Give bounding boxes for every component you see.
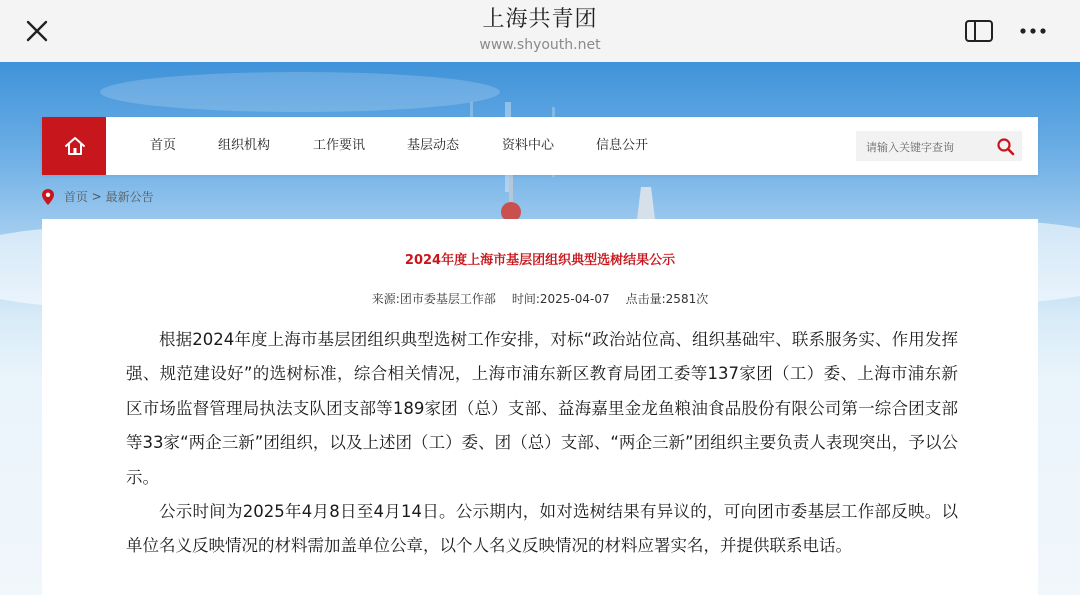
article-source: 来源:团市委基层工作部	[371, 292, 496, 306]
breadcrumb-current[interactable]: 最新公告	[105, 190, 154, 204]
article-paragraph: 公示时间为2025年4月8日至4月14日。公示期内，如对选树结果有异议的，可向团市委基层工作部反映。以单位名义反映情况的材料需加盖单位公章，以个人名义反映情况的材料应署实名，并提供联系电话。	[126, 502, 958, 556]
article-card	[42, 219, 1038, 595]
main-nav-bar	[42, 117, 1038, 175]
more-button[interactable]	[1018, 18, 1048, 44]
page-url: www.shyouth.net	[479, 37, 601, 53]
nav-item-organization[interactable]: 组织机构	[218, 138, 271, 153]
article-paragraph: 根据2024年度上海市基层团组织典型选树工作安排，对标“政治站位高、组织基础牢、联系服务实、作用发挥强、规范建设好”的选树标准，综合相关情况，上海市浦东新区教育局团工委等137家团（工）委、上海市浦东新区市场监督管理局执法支队团支部等189家团（总）支部、益海嘉里金龙鱼粮油食品股份有限公司第一综合团支部等33家“两企三新”团组织，以及上述团（工）委、团（总）支部、“两企三新”团组织主要负责人表现突出，予以公示。	[126, 330, 958, 487]
breadcrumb	[42, 188, 154, 206]
nav-item-disclosure[interactable]: 信息公开	[596, 138, 649, 153]
close-icon	[22, 16, 52, 46]
home-button[interactable]	[42, 117, 106, 175]
nav-item-work-news[interactable]: 工作要讯	[313, 138, 366, 153]
page-title-area	[340, 6, 740, 54]
search-input[interactable]	[864, 131, 994, 163]
article-time: 时间:2025-04-07	[511, 292, 610, 306]
breadcrumb-home[interactable]: 首页	[63, 190, 88, 204]
nav-item-resources[interactable]: 资料中心	[502, 138, 555, 153]
more-icon	[1018, 18, 1048, 44]
search-box	[856, 131, 1022, 161]
nav-item-home[interactable]: 首页	[150, 138, 177, 153]
reader-mode-icon	[962, 18, 996, 44]
reader-mode-button[interactable]	[962, 18, 996, 44]
page-title: 上海共青团	[482, 7, 598, 32]
search-icon[interactable]	[996, 137, 1016, 157]
article-meta	[42, 290, 1038, 307]
close-button[interactable]	[22, 16, 52, 46]
browser-top-bar	[0, 0, 1080, 62]
home-icon	[64, 135, 86, 157]
nav-item-grassroots[interactable]: 基层动态	[407, 138, 460, 153]
article-clicks: 点击量:2581次	[625, 292, 709, 306]
location-pin-icon	[42, 189, 54, 205]
article-body	[126, 323, 958, 564]
article-title: 2024年度上海市基层团组织典型选树结果公示	[404, 253, 676, 268]
breadcrumb-separator: >	[91, 189, 102, 204]
